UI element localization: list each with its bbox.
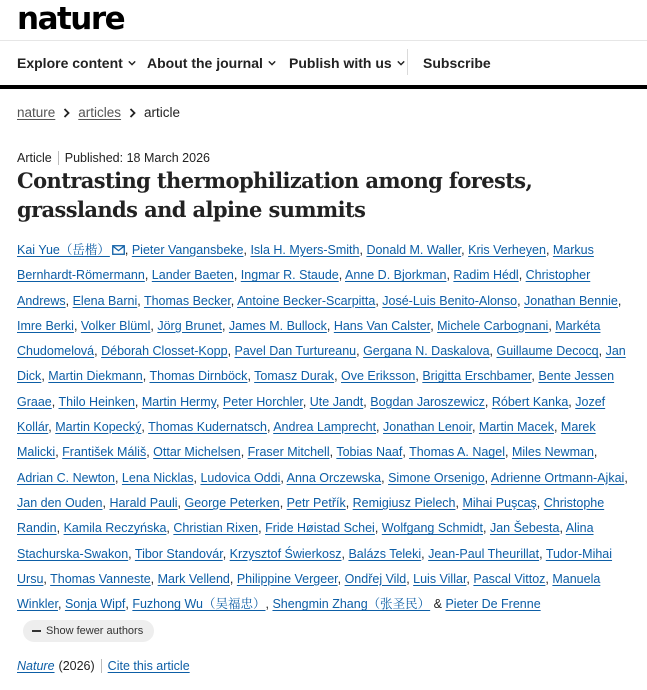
chevron-down-icon — [397, 59, 405, 67]
mail-icon[interactable] — [112, 245, 125, 255]
author-link[interactable]: Isla H. Myers-Smith — [250, 243, 360, 257]
author-link[interactable]: Hans Van Calster — [333, 318, 431, 333]
author-link[interactable]: Fraser Mitchell — [247, 445, 330, 460]
breadcrumb-nature[interactable]: nature — [17, 105, 56, 120]
author-link[interactable]: Miles Newman — [511, 445, 594, 460]
author-link[interactable]: Thilo Heinken — [58, 394, 135, 409]
author-link[interactable]: Tomasz Durak — [254, 369, 335, 384]
author-link[interactable]: Brigitta Erschbamer — [422, 369, 532, 384]
author-link[interactable]: Adrian C. Newton — [17, 470, 115, 485]
breadcrumb — [17, 105, 180, 120]
author-link[interactable]: Martin Kopecký — [55, 420, 142, 435]
author-link[interactable]: Ove Eriksson — [341, 369, 416, 384]
author-link[interactable]: Manuela Winkler — [17, 571, 601, 612]
author-link[interactable]: Kris Verheyen — [468, 243, 546, 257]
author-link[interactable]: Thomas Dirnböck — [149, 369, 248, 384]
author-link[interactable]: Fuzhong Wu（吴福忠） — [132, 597, 266, 612]
author-link[interactable]: Bogdan Jaroszewicz — [370, 394, 485, 409]
nav-label: Subscribe — [423, 55, 491, 71]
author-link[interactable]: Mihai Puşcaş — [462, 495, 537, 510]
show-fewer-authors-button[interactable] — [23, 620, 154, 642]
author-link[interactable]: Harald Pauli — [109, 495, 178, 510]
show-fewer-label: Show fewer authors — [46, 625, 144, 638]
author-link[interactable]: Donald M. Waller — [366, 243, 462, 257]
author-link[interactable]: Ingmar R. Staude — [240, 268, 339, 283]
author-link[interactable]: Ludovica Oddi — [200, 470, 281, 485]
site-header — [0, 0, 647, 40]
author-link[interactable]: Tudor-Mihai Ursu — [17, 546, 613, 586]
author-link[interactable]: Pieter De Frenne — [445, 597, 541, 612]
author-link[interactable]: Philippine Vergeer — [236, 571, 338, 586]
author-link[interactable]: Kai Yue（岳楷） — [17, 243, 110, 257]
author-link[interactable]: Christopher Andrews — [17, 268, 591, 308]
author-link[interactable]: Christian Rixen — [173, 521, 259, 536]
author-link[interactable]: Marek Malicki — [17, 420, 596, 460]
author-link[interactable]: Jan Dick — [17, 344, 626, 384]
author-link[interactable]: Jan Šebesta — [489, 521, 560, 536]
cite-this-article-link[interactable]: Cite this article — [107, 659, 190, 673]
nav-explore-content[interactable] — [17, 41, 136, 85]
author-link[interactable]: Shengmin Zhang（张圣民） — [272, 597, 431, 612]
author-link[interactable]: Gergana N. Daskalova — [363, 344, 490, 359]
author-link[interactable]: Peter Horchler — [222, 394, 303, 409]
author-link[interactable]: Guillaume Decocq — [496, 344, 599, 359]
citation-year: (2026) — [58, 659, 95, 673]
nav-label: Explore content — [17, 55, 123, 71]
author-link[interactable]: Radim Hédl — [453, 268, 519, 283]
author-link[interactable]: Elena Barni — [72, 293, 138, 308]
author-link[interactable]: Adrienne Ortmann-Ajkai — [490, 470, 625, 485]
nav-subscribe[interactable] — [423, 41, 491, 85]
author-link[interactable]: Christophe Randin — [17, 495, 605, 536]
author-link[interactable]: Antoine Becker-Scarpitta — [237, 293, 376, 308]
author-link[interactable]: Lena Nicklas — [121, 470, 194, 485]
author-link[interactable]: Lander Baeten — [151, 268, 234, 283]
author-link[interactable]: Fride Høistad Schei — [265, 521, 375, 536]
author-link[interactable]: Pavel Dan Turtureanu — [234, 344, 357, 359]
author-link[interactable]: Thomas Vanneste — [50, 571, 151, 586]
author-link[interactable]: Ottar Michelsen — [153, 445, 241, 460]
author-link[interactable]: Jonathan Bennie — [524, 293, 618, 308]
author-link[interactable]: Pascal Vittoz — [473, 571, 546, 586]
author-link[interactable]: Michele Carbognani — [437, 318, 549, 333]
author-link[interactable]: James M. Bullock — [228, 318, 327, 333]
chevron-right-icon — [129, 108, 136, 118]
article-meta — [17, 151, 210, 165]
meta-divider — [58, 151, 59, 165]
chevron-down-icon — [268, 59, 276, 67]
article-type: Article — [17, 151, 52, 165]
minus-icon — [32, 630, 41, 632]
author-link[interactable]: Markéta Chudomelová — [17, 318, 601, 359]
author-link[interactable]: Tobias Naaf — [336, 445, 403, 460]
author-link[interactable]: Alina Stachurska-Swakon — [17, 521, 594, 561]
author-link[interactable]: Simone Orsenigo — [388, 470, 485, 485]
author-link[interactable]: Thomas A. Nagel — [409, 445, 505, 460]
author-link[interactable]: Róbert Kanka — [491, 394, 569, 409]
author-link[interactable]: Balázs Teleki — [348, 546, 422, 561]
author-link[interactable]: Anne D. Bjorkman — [345, 268, 447, 283]
main-nav — [0, 40, 647, 89]
author-link[interactable]: Imre Berki — [17, 318, 74, 333]
author-link[interactable]: Jan den Ouden — [17, 495, 103, 510]
nature-logo[interactable]: nature — [17, 1, 125, 37]
citation-line — [17, 659, 190, 673]
author-link[interactable]: Thomas Becker — [143, 293, 231, 308]
author-link[interactable]: Tibor Standovár — [134, 546, 223, 561]
author-link[interactable]: Volker Blüml — [80, 318, 151, 333]
author-link[interactable]: Jonathan Lenoir — [383, 420, 472, 435]
nav-label: About the journal — [147, 55, 263, 71]
nav-divider — [407, 49, 408, 75]
author-link[interactable]: Petr Petřík — [286, 495, 346, 510]
author-link[interactable]: Bente Jessen Graae — [17, 369, 615, 409]
author-link[interactable]: Ondřej Vild — [344, 571, 407, 586]
breadcrumb-current: article — [144, 105, 181, 120]
nav-about-journal[interactable] — [147, 41, 276, 85]
author-link[interactable]: Jean-Paul Theurillat — [428, 546, 540, 561]
author-link[interactable]: Déborah Closset-Kopp — [101, 344, 228, 359]
article-title: Contrasting thermophilization among forests, grasslands and alpine summits — [17, 168, 533, 222]
citation-divider — [101, 659, 102, 673]
author-list: Kai Yue（岳楷） , Pieter Vangansbeke, Isla H. Myers-Smith, Donald M. Waller, Kris Verheyen, Markus Bernhardt-Römermann, Lander Baeten, Ingmar R. Staude, Anne D. Bjorkman, Radim Hédl, Christopher Andrews, Elena Barni, Thomas Becker, Antoine Becker-Scarpitta, José-Luis Benito-Alonso, Jonathan Bennie, Imre Berki, Volker Blüml, Jörg Brunet, James M. Bullock, Hans Van Calster, Michele Carbognani, Markéta Chudomelová, Déborah Closset-Kopp, Pavel Dan Turtureanu, Gergana N. Daskalova, Guillaume Decocq, Jan Dick, Martin Diekmann, Thomas Dirnböck, Tomasz Durak, Ove Eriksson, Brigitta Erschbamer, Bente Jessen Graae, Thilo Heinken, Martin Hermy, Peter Horchler, Ute Jandt, Bogdan Jaroszewicz, Róbert Kanka, Jozef Kollár, Martin Kopecký, Thomas Kudernatsch, Andrea Lamprecht, Jonathan Lenoir, Martin Macek, Marek Malicki, František Máliš, Ottar Michelsen, Fraser Mitchell, Tobias Naaf, Thomas A. Nagel, Miles Newman, Adrian C. Newton, Lena Nicklas, Ludovica Oddi, Anna Orczewska, Simone Orsenigo, Adrienne Ortmann-Ajkai, Jan den Ouden, Harald Pauli, George Peterken, Petr Petřík, Remigiusz Pielech, Mihai Puşcaş, Christophe Randin, Kamila Reczyńska, Christian Rixen, Fride Høistad Schei, Wolfgang Schmidt, Jan Šebesta, Alina Stachurska-Swakon, Tibor Standovár, Krzysztof Świerkosz, Balázs Teleki, Jean-Paul Theurillat, Tudor-Mihai Ursu, Thomas Vanneste, Mark Vellend, Philippine Vergeer, Ondřej Vild, Luis Villar, Pascal Vittoz, Manuela Winkler, Sonja Wipf, Fuzhong Wu（吴福忠）, Shengmin Zhang（张圣民） & Pieter De Frenne Show fewer authors — [17, 238, 629, 643]
author-link[interactable]: Pieter Vangansbeke — [131, 243, 244, 257]
author-link[interactable]: Andrea Lamprecht — [273, 420, 377, 435]
author-link[interactable]: Sonja Wipf — [64, 597, 126, 612]
author-link[interactable]: Wolfgang Schmidt — [381, 521, 484, 536]
author-link[interactable]: Luis Villar — [413, 571, 467, 586]
journal-link[interactable]: Nature — [17, 659, 55, 673]
author-link[interactable]: Martin Macek — [478, 420, 554, 435]
author-link[interactable]: Jörg Brunet — [157, 318, 222, 333]
nav-publish-with-us[interactable] — [289, 41, 405, 85]
author-link[interactable]: Mark Vellend — [157, 571, 230, 586]
author-link[interactable]: Markus Bernhardt-Römermann — [17, 243, 594, 283]
author-link[interactable]: Krzysztof Świerkosz — [229, 546, 342, 561]
nav-label: Publish with us — [289, 55, 392, 71]
published-date: Published: 18 March 2026 — [64, 151, 210, 165]
author-link[interactable]: Remigiusz Pielech — [352, 495, 456, 510]
author-conjunction: & — [433, 597, 442, 612]
author-link[interactable]: Anna Orczewska — [286, 470, 382, 485]
author-link[interactable]: Ute Jandt — [309, 394, 364, 409]
author-link[interactable]: Kamila Reczyńska — [63, 521, 167, 536]
author-link[interactable]: José-Luis Benito-Alonso — [382, 293, 518, 308]
author-link[interactable]: Martin Diekmann — [48, 369, 143, 384]
author-link[interactable]: Thomas Kudernatsch — [148, 420, 267, 435]
breadcrumb-articles[interactable]: articles — [78, 105, 122, 120]
author-link[interactable]: František Máliš — [62, 445, 147, 460]
author-link[interactable]: George Peterken — [184, 495, 280, 510]
author-link[interactable]: Jozef Kollár — [17, 394, 606, 435]
chevron-down-icon — [128, 59, 136, 67]
chevron-right-icon — [63, 108, 70, 118]
author-link[interactable]: Martin Hermy — [141, 394, 216, 409]
